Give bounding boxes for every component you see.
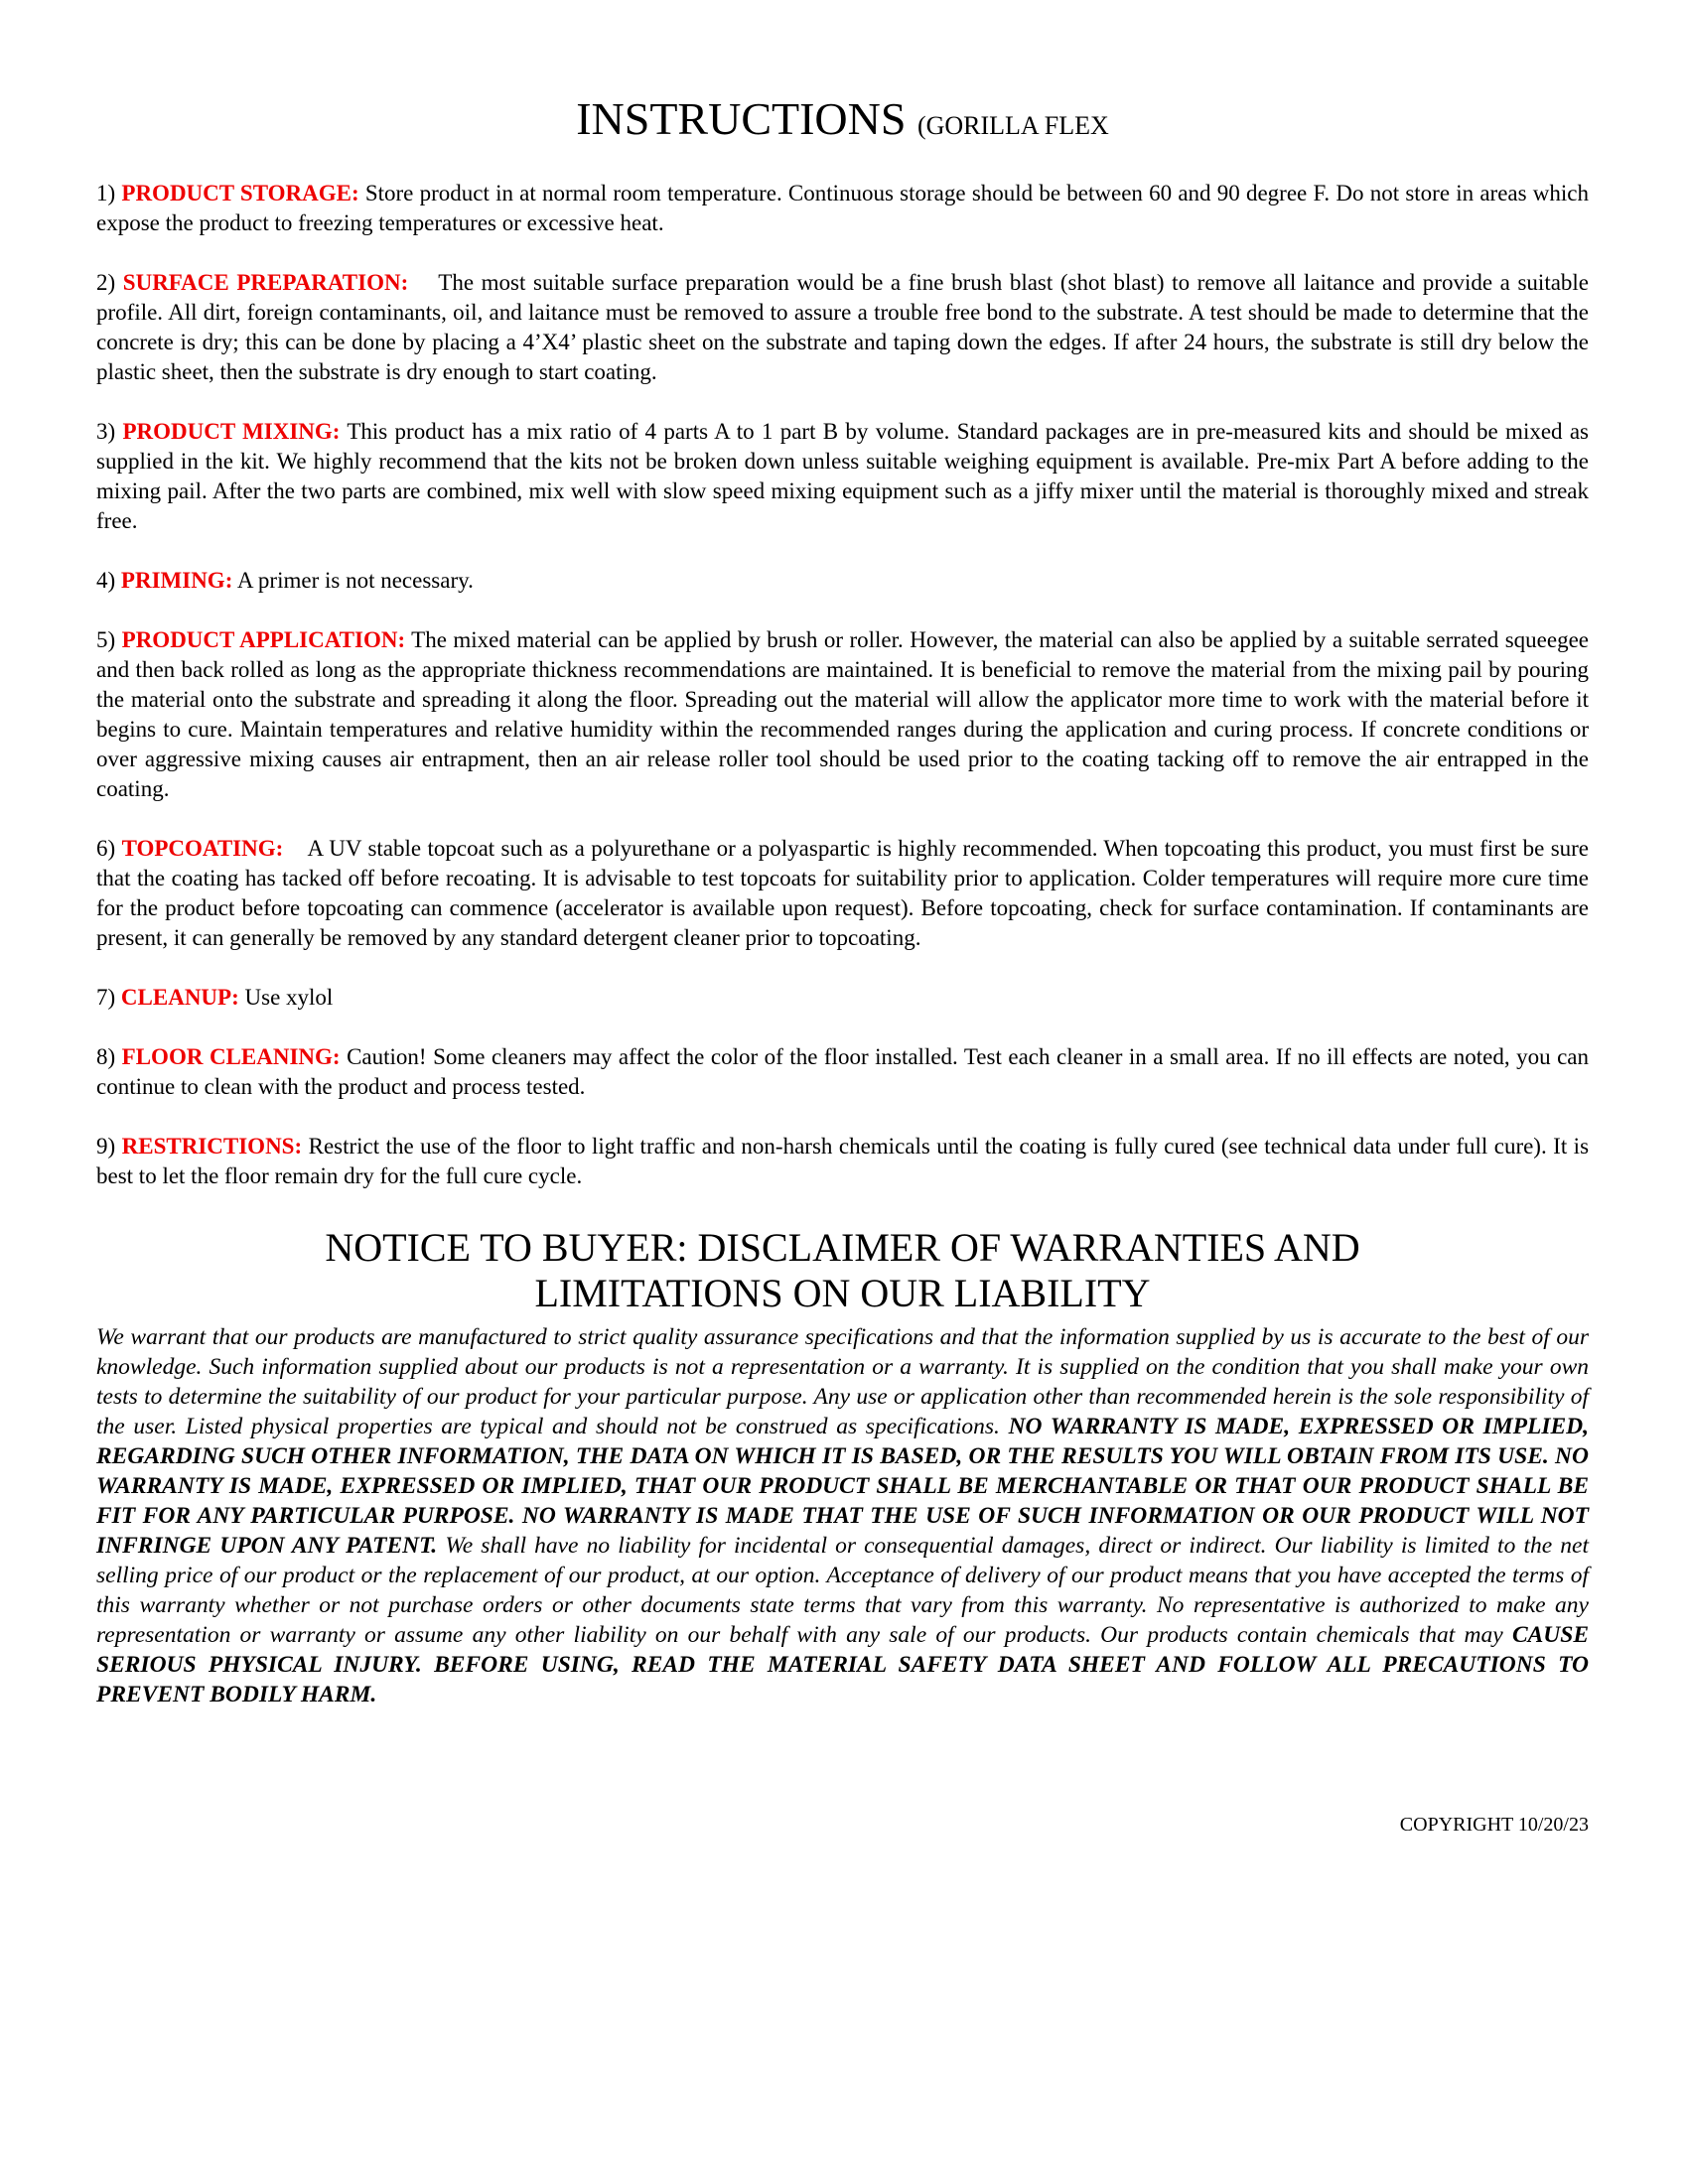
section-number: 8): [96, 1044, 116, 1070]
notice-to-buyer-heading: [96, 1225, 1589, 1316]
page-title: [96, 95, 1589, 143]
section-number: 7): [96, 985, 116, 1011]
section-floor-cleaning: [96, 1042, 1589, 1102]
page-title-main: INSTRUCTIONS: [576, 93, 907, 144]
section-heading: RESTRICTIONS:: [121, 1134, 303, 1160]
notice-heading-line1: NOTICE TO BUYER: DISCLAIMER OF WARRANTIES AND: [325, 1225, 1360, 1271]
section-body-text: A UV stable topcoat such as a polyurethane or a polyaspartic is highly recommended. When topcoating this product, you must first be sure that the coating has tacked off before recoating. It is advisable to test topcoats for suitability prior to application. Colder temperatures will require more cure time for the product before topcoating can commence (accelerator is available upon request). Before topcoating, check for surface contamination. If contaminants are present, it can generally be removed by any standard detergent cleaner prior to topcoating.: [96, 836, 1590, 951]
section-number: 2): [96, 270, 116, 296]
section-restrictions: [96, 1132, 1589, 1191]
section-product-storage: [96, 179, 1589, 238]
section-body-text: Caution! Some cleaners may affect the color of the floor installed. Test each cleaner in a small area. If no ill effects are noted, you can continue to clean with the product and process tested.: [96, 1044, 1590, 1100]
section-body-text: The most suitable surface preparation would be a fine brush blast (shot blast) to remove all laitance and provide a suitable profile. All dirt, foreign contaminants, oil, and laitance must be removed to assure a trouble free bond to the substrate. A test should be made to determine that the concrete is dry; this can be done by placing a 4’X4’ plastic sheet on the substrate and taping down the edges. If after 24 hours, the substrate is still dry below the plastic sheet, then the substrate is dry enough to start coating.: [96, 270, 1590, 385]
section-cleanup: [96, 983, 1589, 1013]
section-heading: SURFACE PREPARATION:: [122, 270, 409, 296]
disclaimer-segment-no-warranty: NO WARRANTY IS MADE, EXPRESSED OR IMPLIED, REGARDING SUCH OTHER INFORMATION, THE DATA ON WHICH IT IS BASED, OR THE RESULTS YOU WILL OBTAIN FROM ITS USE. NO WARRANTY IS MADE, EXPRESSED OR IMPLIED, THAT OUR PRODUCT SHALL BE MERCHANTABLE OR THAT OUR PRODUCT SHALL BE FIT FOR ANY PARTICULAR PURPOSE. NO WARRANTY IS MADE THAT THE USE OF SUCH INFORMATION OR OUR PRODUCT WILL NOT INFRINGE UPON ANY PATENT.: [96, 1414, 1589, 1560]
section-heading: PRODUCT APPLICATION:: [121, 627, 406, 653]
section-heading: PRIMING:: [120, 568, 233, 594]
warranty-disclaimer-paragraph: [96, 1322, 1589, 1709]
page-title-product-name: (GORILLA FLEX: [916, 111, 1109, 140]
notice-heading-line2: LIMITATIONS ON OUR LIABILITY: [534, 1271, 1151, 1316]
section-body-text: Restrict the use of the floor to light traffic and non-harsh chemicals until the coating is fully cured (see technical data under full cure). It is best to let the floor remain dry for the full cure cycle.: [96, 1134, 1590, 1189]
disclaimer-segment-safety-warning: CAUSE SERIOUS PHYSICAL INJURY. BEFORE USING, READ THE MATERIAL SAFETY DATA SHEET AND FOLLOW ALL PRECAUTIONS TO PREVENT BODILY HARM.: [96, 1622, 1590, 1708]
section-heading: TOPCOATING:: [121, 836, 284, 862]
section-number: 6): [96, 836, 116, 862]
section-body-text: This product has a mix ratio of 4 parts A to 1 part B by volume. Standard packages are in pre-measured kits and should be mixed as supplied in the kit. We highly recommend that the kits not be broken down unless suitable weighing equipment is available. Pre-mix Part A before adding to the mixing pail. After the two parts are combined, mix well with slow speed mixing equipment such as a jiffy mixer until the material is thoroughly mixed and streak free.: [96, 419, 1590, 534]
copyright-notice: COPYRIGHT 10/20/23: [1399, 1814, 1589, 1837]
disclaimer-segment-intro: We warrant that our products are manufactured to strict quality assurance specifications and that the information supplied by us is accurate to the best of our knowledge. Such information supplied about our products is not a representation or a warranty. It is supplied on the condition that you shall make your own tests to determine the suitability of our product for your particular purpose. Any use or application other than recommended herein is the sole responsibility of the user. Listed physical properties are typical and should not be construed as specifications.: [96, 1324, 1589, 1440]
section-heading: PRODUCT MIXING:: [122, 419, 341, 445]
section-number: 4): [96, 568, 116, 594]
section-topcoating: [96, 834, 1589, 953]
section-product-mixing: [96, 417, 1589, 536]
section-number: 5): [96, 627, 116, 653]
section-body-text: A primer is not necessary.: [236, 568, 474, 594]
section-heading: FLOOR CLEANING:: [121, 1044, 341, 1070]
section-body-text: Use xylol: [244, 985, 334, 1011]
section-priming: [96, 566, 1589, 596]
disclaimer-segment-liability: We shall have no liability for incidental or consequential damages, direct or indirect. Our liability is limited to the net selling price of our product or the replacement of our product, at our option. Acceptance of delivery of our product means that you have accepted the terms of this warranty whether or not purchase orders or other documents state terms that vary from this warranty. No representative is authorized to make any representation or warranty or assume any other liability on our behalf with any sale of our products. Our products contain chemicals that may: [96, 1533, 1589, 1649]
section-heading: CLEANUP:: [120, 985, 239, 1011]
section-number: 3): [96, 419, 116, 445]
section-product-application: [96, 625, 1589, 804]
section-body-text: The mixed material can be applied by brush or roller. However, the material can also be applied by a suitable serrated squeegee and then back rolled as long as the appropriate thickness recommendations are maintained. It is beneficial to remove the material from the mixing pail by pouring the material onto the substrate and spreading it along the floor. Spreading out the material will allow the applicator more time to work with the material before it begins to cure. Maintain temperatures and relative humidity within the recommended ranges during the application and curing process. If concrete conditions or over aggressive mixing causes air entrapment, then an air release roller tool should be used prior to the coating tacking off to remove the air entrapped in the coating.: [96, 627, 1590, 802]
section-heading: PRODUCT STORAGE:: [121, 181, 359, 206]
section-number: 1): [96, 181, 116, 206]
section-number: 9): [96, 1134, 116, 1160]
section-body-text: Store product in at normal room temperature. Continuous storage should be between 60 and 90 degree F. Do not store in areas which expose the product to freezing temperatures or excessive heat.: [96, 181, 1589, 236]
section-surface-preparation: [96, 268, 1589, 387]
